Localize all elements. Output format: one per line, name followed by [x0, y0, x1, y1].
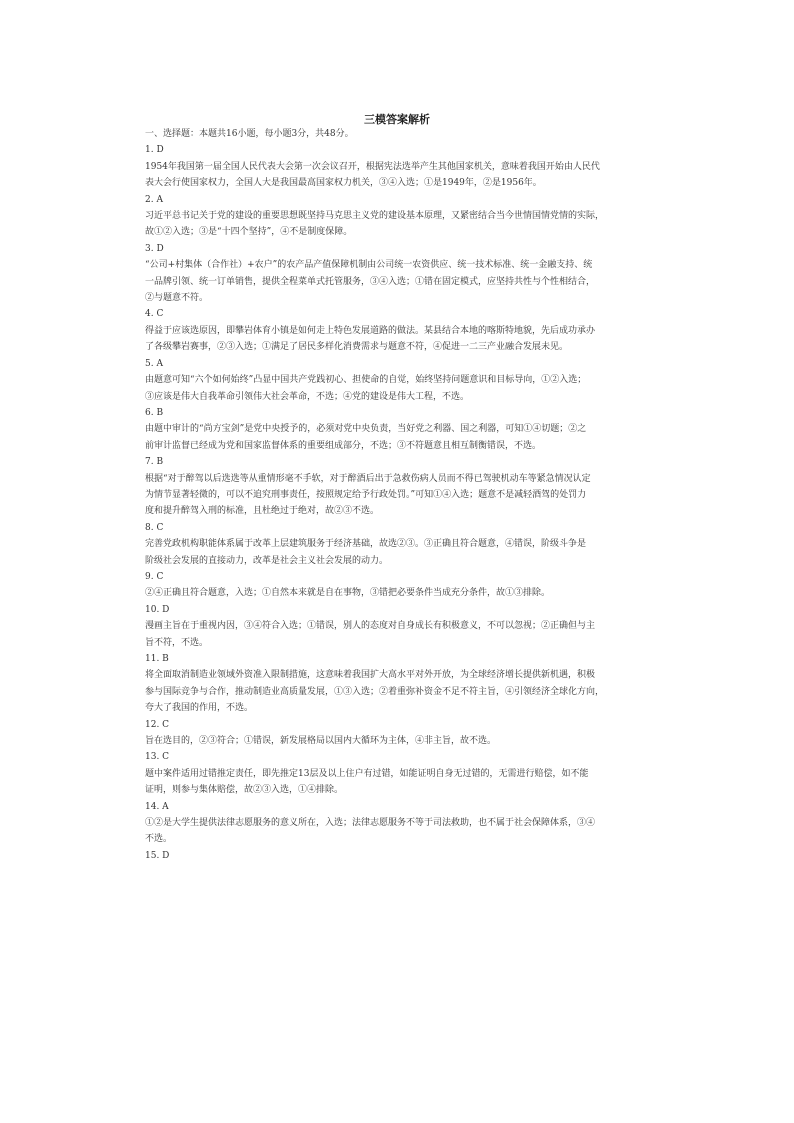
explanation-line: 一品牌引领、统一订单销售，提供全程菜单式托管服务，③④入选；①错在固定模式，应坚持共性与个性相结合，: [145, 276, 596, 287]
explanation-line: 将全面取消制造业领域外资准入限制措施，这意味着我国扩大高水平对外开放，为全球经济增长提供新机遇，积极: [145, 670, 596, 681]
explanation-line: 习近平总书记关于党的建设的重要思想既坚持马克思主义党的建设基本原理，又紧密结合当今世情国情党情的实际，: [145, 211, 605, 222]
explanation-line: ③应该是伟大自我革命引领伟大社会革命，不选；④党的建设是伟大工程，不选。: [145, 391, 470, 402]
question-number: 13. C: [145, 752, 170, 763]
explanation-line: 为情节显著轻微的，可以不追究刑事责任，按照规定给予行政处罚。”可知①④入选；题意不是减轻酒驾的处罚力: [145, 489, 587, 500]
question-number: 11. B: [145, 654, 169, 664]
question-number: 14. A: [145, 801, 169, 812]
explanation-line: “公司+村集体（合作社）+农户”的农产品产值保障机制由公司统一农资供应、统一技术标准、统一金融支持、统: [145, 260, 593, 271]
question-number: 12. C: [145, 719, 170, 730]
question-number: 8. C: [145, 522, 164, 533]
explanation-line: 由题意可知“六个如何始终”凸显中国共产党践初心、担使命的自觉，始终坚持问题意识和目标导向，①②入选；: [145, 375, 587, 386]
question-number: 2. A: [145, 194, 163, 205]
answer-content: [145, 126, 653, 864]
question-number: 10. D: [145, 604, 170, 615]
explanation-line: ②④正确且符合题意，入选；①自然本来就是自在事物，③错把必要条件当成充分条件，故①③排除。: [145, 588, 551, 599]
question-number: 15. D: [145, 850, 170, 861]
explanation-line: 了各级攀岩赛事，②③入选；①满足了居民多样化消费需求与题意不符，④促进一二三产业融合发展未见。: [145, 342, 569, 353]
explanation-line: ②与题意不符。: [145, 293, 209, 304]
explanation-line: 故①②入选；③是“十四个坚持”，④不是制度保障。: [145, 227, 353, 238]
question-number: 4. C: [145, 309, 164, 320]
explanation-line: 1954年我国第一届全国人民代表大会第一次会议召开，根据宪法选举产生其他国家机关，意味着我国开始由人民代: [145, 161, 600, 172]
explanation-line: 旨不符，不选。: [145, 637, 209, 648]
explanation-line: 表大会行使国家权力，全国人大是我国最高国家权力机关，③④入选；①是1949年，②是1956年。: [145, 178, 542, 189]
explanation-line: 度和提升醉驾入刑的标准，且杜绝过于绝对，故②③不选。: [145, 506, 380, 517]
explanation-line: 夸大了我国的作用，不选。: [145, 703, 254, 714]
explanation-line: 前审计监督已经成为党和国家监督体系的重要组成部分，不选；③不符题意且相互制衡错误，不选。: [145, 440, 542, 451]
explanation-line: 阶级社会发展的直接动力，改革是社会主义社会发展的动力。: [145, 555, 389, 566]
question-number: 7. B: [145, 457, 164, 468]
question-number: 1. D: [145, 145, 164, 156]
explanation-line: 根据“对于醉驾以后选选等从重情形毫不手软，对于醉酒后出于急救伤病人员而不得已驾驶机动车等紧急情况认定: [145, 473, 591, 484]
explanation-line: 不选。: [145, 834, 173, 845]
explanation-line: ①②是大学生提供法律志愿服务的意义所在，入选；法律志愿服务不等于司法救助，也不属于社会保障体系，③④: [145, 818, 596, 829]
explanation-line: 题中案件适用过错推定责任，即先推定13层及以上住户有过错，如能证明自身无过错的，无需进行赔偿，如不能: [145, 768, 589, 779]
question-number: 6. B: [145, 407, 164, 418]
explanation-line: 旨在选目的，②③符合；①错误，新发展格局以国内大循环为主体，④非主旨，故不选。: [145, 736, 497, 747]
explanation-line: 完善党政机构职能体系属于改革上层建筑服务于经济基础，故选②③。③正确且符合题意，④错误，阶级斗争是: [145, 539, 587, 550]
question-number: 5. A: [145, 358, 163, 369]
question-number: 3. D: [145, 243, 164, 254]
section-heading: 一、选择题：本题共16小题，每小题3分，共48分。: [145, 129, 354, 139]
explanation-line: 漫画主旨在于重视内因，③④符合入选；①错误，别人的态度对自身成长有积极意义，不可以忽视；②正确但与主: [145, 621, 596, 632]
explanation-line: 由题中审计的“尚方宝剑”是党中央授予的，必须对党中央负责，当好党之利器、国之利器，可知①④切题；②之: [145, 424, 587, 435]
explanation-line: 参与国际竞争与合作，推动制造业高质量发展，①③入选；②着重弥补资金不足不符主旨，④引领经济全球化方向，: [145, 686, 605, 697]
explanation-line: 证明，则参与集体赔偿，故②③入选，①④排除。: [145, 785, 344, 796]
page-title: 三模答案解析: [364, 113, 430, 126]
explanation-line: 得益于应该选原因，即攀岩体育小镇是如何走上特色发展道路的做法。某县结合本地的喀斯特地貌，先后成功承办: [145, 325, 596, 336]
question-number: 9. C: [145, 571, 164, 582]
